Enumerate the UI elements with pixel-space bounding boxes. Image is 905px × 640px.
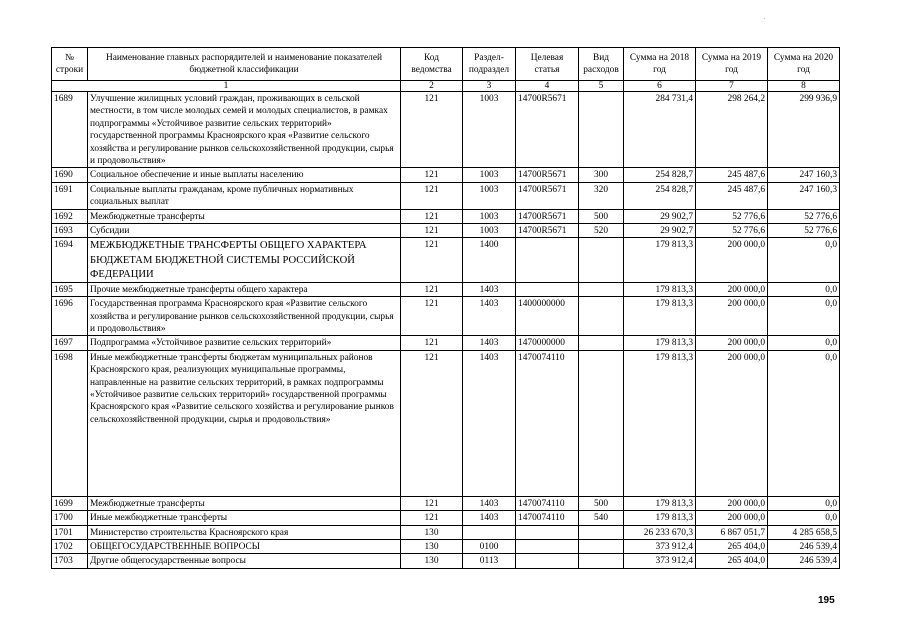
sum-2020-cell: 247 160,3 [768,182,840,209]
sum-2019-cell: 245 487,6 [696,168,768,182]
column-number: 8 [768,81,840,92]
table-row [52,350,840,496]
sum-2020-cell: 0,0 [768,496,840,510]
name-cell: Иные межбюджетные трансферты [88,511,401,525]
expense-kind-cell: 300 [579,168,624,182]
sum-2019-cell: 52 776,6 [696,224,768,238]
sum-2019-cell: 200 000,0 [696,238,768,282]
name-cell: Прочие межбюджетные трансферты общего характера [88,282,401,296]
row-number-cell: 1701 [52,525,88,539]
department-code-cell: 121 [401,92,463,168]
department-code-cell: 121 [401,209,463,223]
sum-2020-cell: 246 539,4 [768,554,840,568]
expense-kind-cell [579,350,624,496]
budget-table [51,47,840,569]
sum-2018-cell: 284 731,4 [624,92,696,168]
name-cell: Государственная программа Красноярского края «Развитие сельского хозяйства и регулирование рынков сельскохозяйственной продукции, сырья и продовольствия» [88,297,401,336]
sum-2018-cell: 373 912,4 [624,554,696,568]
page-mark: · [763,14,766,23]
sum-2019-cell: 265 404,0 [696,539,768,553]
target-article-cell: 1470074110 [516,496,579,510]
sum-2019-cell: 200 000,0 [696,282,768,296]
table-row [52,238,840,282]
sum-2020-cell: 299 936,9 [768,92,840,168]
expense-kind-cell: 320 [579,182,624,209]
table-row [52,511,840,525]
row-number-cell: 1696 [52,297,88,336]
column-number: 6 [624,81,696,92]
row-number-cell: 1691 [52,182,88,209]
row-number-cell: 1699 [52,496,88,510]
table-row [52,224,840,238]
column-number: 1 [52,81,401,92]
sum-2018-cell: 373 912,4 [624,539,696,553]
sum-2019-cell: 6 867 051,7 [696,525,768,539]
row-number-cell: 1695 [52,282,88,296]
section-cell [463,525,516,539]
sum-2020-cell: 4 285 658,5 [768,525,840,539]
row-number-cell: 1692 [52,209,88,223]
row-number-cell: 1693 [52,224,88,238]
department-code-cell: 130 [401,525,463,539]
name-cell: Межбюджетные трансферты [88,209,401,223]
sum-2020-cell: 0,0 [768,350,840,496]
col-header-expense-kind: Вид расходов [579,48,624,81]
department-code-cell: 121 [401,297,463,336]
row-number-cell: 1702 [52,539,88,553]
sum-2020-cell: 0,0 [768,282,840,296]
table-row [52,525,840,539]
sum-2018-cell: 179 813,3 [624,297,696,336]
sum-2020-cell: 0,0 [768,238,840,282]
column-number: 3 [463,81,516,92]
sum-2018-cell: 179 813,3 [624,282,696,296]
department-code-cell: 121 [401,282,463,296]
expense-kind-cell [579,297,624,336]
target-article-cell [516,238,579,282]
sum-2020-cell: 52 776,6 [768,224,840,238]
name-cell: Министерство строительства Красноярского края [88,525,401,539]
target-article-cell: 1400000000 [516,297,579,336]
section-cell: 1003 [463,224,516,238]
column-number: 5 [579,81,624,92]
department-code-cell: 121 [401,350,463,496]
department-code-cell: 121 [401,168,463,182]
table-row [52,554,840,568]
col-header-department-code: Код ведомства [401,48,463,81]
col-header-target-article: Целевая статья [516,48,579,81]
section-cell: 1403 [463,336,516,350]
department-code-cell: 121 [401,182,463,209]
sum-2019-cell: 245 487,6 [696,182,768,209]
target-article-cell [516,282,579,296]
section-cell: 1400 [463,238,516,282]
table-row [52,297,840,336]
sum-2019-cell: 200 000,0 [696,297,768,336]
section-cell: 0100 [463,539,516,553]
column-number: 2 [401,81,463,92]
row-number-cell: 1689 [52,92,88,168]
sum-2018-cell: 254 828,7 [624,182,696,209]
department-code-cell: 121 [401,238,463,282]
col-header-section: Раздел-подраздел [463,48,516,81]
expense-kind-cell: 540 [579,511,624,525]
section-cell: 0113 [463,554,516,568]
name-cell: ОБЩЕГОСУДАРСТВЕННЫЕ ВОПРОСЫ [88,539,401,553]
table-row [52,336,840,350]
table-row [52,539,840,553]
target-article-cell: 1470074110 [516,511,579,525]
column-number: 4 [516,81,579,92]
row-number-cell: 1698 [52,350,88,496]
section-cell: 1403 [463,282,516,296]
sum-2020-cell: 52 776,6 [768,209,840,223]
table-row [52,92,840,168]
expense-kind-cell: 500 [579,496,624,510]
target-article-cell [516,554,579,568]
expense-kind-cell: 520 [579,224,624,238]
expense-kind-cell [579,525,624,539]
sum-2020-cell: 247 160,3 [768,168,840,182]
department-code-cell: 121 [401,511,463,525]
col-header-name: Наименование главных распорядителей и наименование показателей бюджетной классификации [88,48,401,81]
col-header-sum-2019: Сумма на 2019 год [696,48,768,81]
sum-2018-cell: 26 233 670,3 [624,525,696,539]
name-cell: Межбюджетные трансферты [88,496,401,510]
name-cell: Социальные выплаты гражданам, кроме публичных нормативных социальных выплат [88,182,401,209]
section-cell: 1003 [463,92,516,168]
name-cell: Другие общегосударственные вопросы [88,554,401,568]
target-article-cell: 14700R5671 [516,209,579,223]
department-code-cell: 121 [401,224,463,238]
row-number-cell: 1690 [52,168,88,182]
section-cell: 1003 [463,168,516,182]
name-cell: МЕЖБЮДЖЕТНЫЕ ТРАНСФЕРТЫ ОБЩЕГО ХАРАКТЕРА БЮДЖЕТАМ БЮДЖЕТНОЙ СИСТЕМЫ РОССИЙСКОЙ ФЕДЕРАЦИИ [88,238,401,282]
sum-2019-cell: 200 000,0 [696,336,768,350]
sum-2019-cell: 200 000,0 [696,496,768,510]
sum-2018-cell: 179 813,3 [624,511,696,525]
sum-2018-cell: 179 813,3 [624,350,696,496]
table-row [52,209,840,223]
target-article-cell: 14700R5671 [516,224,579,238]
sum-2018-cell: 179 813,3 [624,238,696,282]
section-cell: 1403 [463,350,516,496]
row-number-cell: 1694 [52,238,88,282]
column-number: 7 [696,81,768,92]
sum-2018-cell: 29 902,7 [624,224,696,238]
sum-2019-cell: 265 404,0 [696,554,768,568]
section-cell: 1403 [463,297,516,336]
sum-2019-cell: 200 000,0 [696,511,768,525]
name-cell: Улучшение жилищных условий граждан, проживающих в сельской местности, в том числе молодых семей и молодых специалистов, в рамках подпрограммы «Устойчивое развитие сельских территорий» государственной программы Красноярского края «Развитие сельского хозяйства и регулирование рынков сельскохозяйственной продукции, сырья и продовольствия» [88,92,401,168]
table-row [52,168,840,182]
table-row [52,182,840,209]
section-cell: 1403 [463,496,516,510]
column-number-row [52,81,840,92]
target-article-cell: 14700R5671 [516,92,579,168]
col-header-sum-2018: Сумма на 2018 год [624,48,696,81]
target-article-cell: 14700R5671 [516,168,579,182]
expense-kind-cell [579,92,624,168]
name-cell: Иные межбюджетные трансферты бюджетам муниципальных районов Красноярского края, реализующих муниципальные программы, направленные на развитие сельских территорий, в рамках подпрограммы «Устойчивое развитие сельских территорий» государственной программы Красноярского края «Развитие сельского хозяйства и регулирование рынков сельскохозяйственной продукции, сырья и продовольствия» [88,350,401,496]
header-row [52,48,840,81]
table-row [52,282,840,296]
department-code-cell: 130 [401,539,463,553]
sum-2020-cell: 0,0 [768,297,840,336]
sum-2018-cell: 179 813,3 [624,336,696,350]
name-cell: Подпрограмма «Устойчивое развитие сельских территорий» [88,336,401,350]
row-number-cell: 1697 [52,336,88,350]
expense-kind-cell [579,238,624,282]
section-cell: 1403 [463,511,516,525]
sum-2020-cell: 246 539,4 [768,539,840,553]
expense-kind-cell [579,539,624,553]
col-header-row-number: № строки [52,48,88,81]
target-article-cell: 1470000000 [516,336,579,350]
sum-2018-cell: 179 813,3 [624,496,696,510]
page-number: 195 [818,595,835,606]
department-code-cell: 130 [401,554,463,568]
expense-kind-cell [579,282,624,296]
sum-2019-cell: 52 776,6 [696,209,768,223]
sum-2018-cell: 254 828,7 [624,168,696,182]
department-code-cell: 121 [401,336,463,350]
name-cell: Социальное обеспечение и иные выплаты населению [88,168,401,182]
section-cell: 1003 [463,209,516,223]
expense-kind-cell [579,554,624,568]
sum-2020-cell: 0,0 [768,511,840,525]
table-body [52,92,840,569]
sum-2020-cell: 0,0 [768,336,840,350]
sum-2019-cell: 200 000,0 [696,350,768,496]
row-number-cell: 1700 [52,511,88,525]
target-article-cell: 1470074110 [516,350,579,496]
row-number-cell: 1703 [52,554,88,568]
col-header-sum-2020: Сумма на 2020 год [768,48,840,81]
table-row [52,496,840,510]
department-code-cell: 121 [401,496,463,510]
name-cell: Субсидии [88,224,401,238]
sum-2019-cell: 298 264,2 [696,92,768,168]
target-article-cell [516,539,579,553]
sum-2018-cell: 29 902,7 [624,209,696,223]
section-cell: 1003 [463,182,516,209]
target-article-cell [516,525,579,539]
target-article-cell: 14700R5671 [516,182,579,209]
expense-kind-cell: 500 [579,209,624,223]
expense-kind-cell [579,336,624,350]
